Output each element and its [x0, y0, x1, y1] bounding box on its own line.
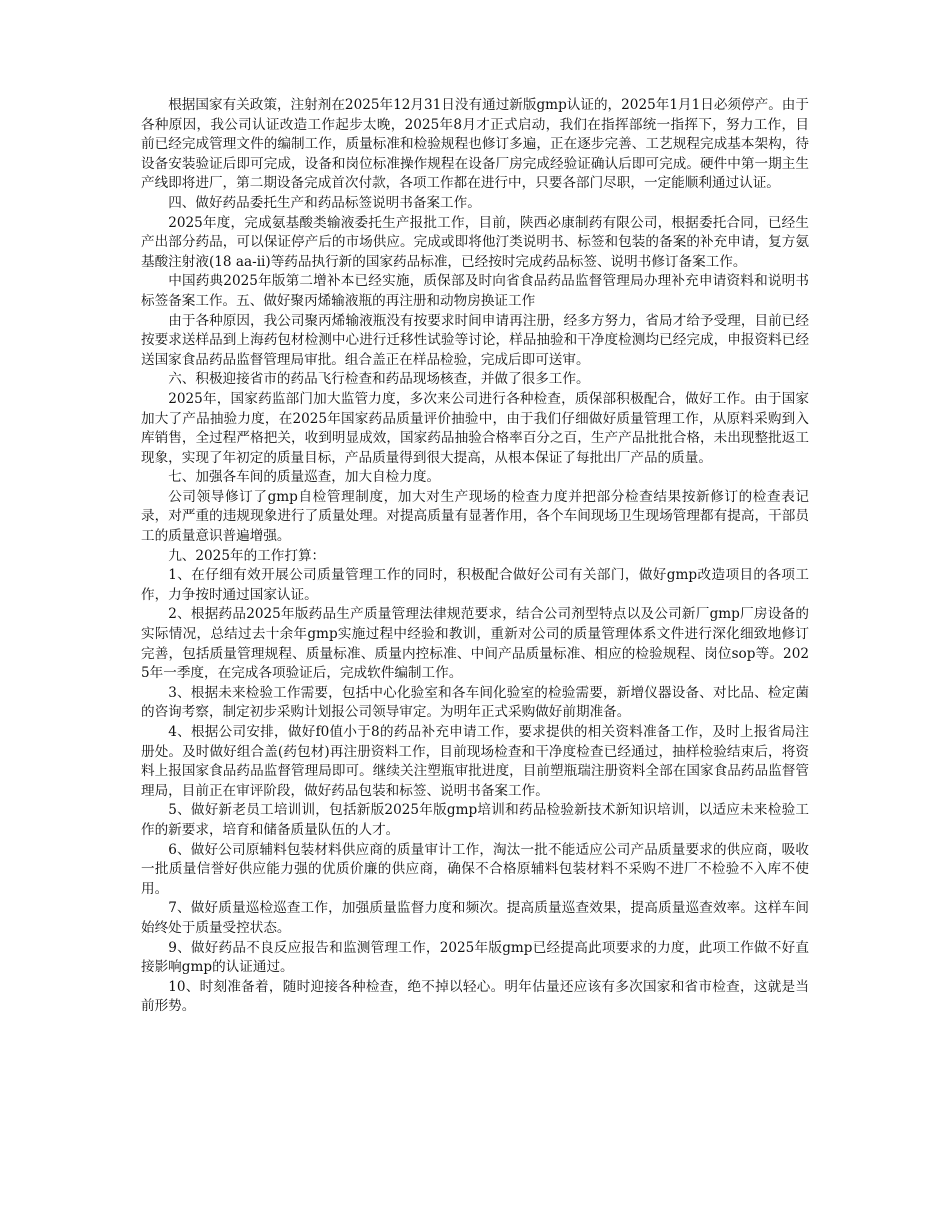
paragraph-polypropylene-bottle: 由于各种原因，我公司聚丙烯输液瓶没有按要求时间申请再注册，经多方努力，省局才给予受理，目前已经按要求送样品到上海药包材检测中心进行迁移性试验等讨论，样品抽验和干净度检测均已经完成，申报资料已经送国家食品药品监督管理局审批。组合盖正在样品检验，完成后即可送审。: [141, 312, 809, 368]
paragraph-plan-6: 6、做好公司原辅料包装材料供应商的质量审计工作，淘汰一批不能适应公司产品质量要求的供应商，吸收一批质量信誉好供应能力强的优质价廉的供应商，确保不合格原辅料包装材料不采购不进厂不检验不入库不使用。: [141, 841, 809, 897]
paragraph-heading-6: 六、积极迎接省市的药品飞行检查和药品现场核查，并做了很多工作。: [168, 371, 590, 388]
paragraph-heading-9: 九、2025年的工作打算：: [168, 547, 326, 564]
paragraph-plan-10: 10、时刻准备着，随时迎接各种检查，绝不掉以轻心。明年估量还应该有多次国家和省市检查，这就是当前形势。: [141, 978, 809, 1015]
paragraph-pharmacopoeia: 中国药典2025年版第二增补本已经实施，质保部及时向省食品药品监督管理局办理补充申请资料和说明书标签备案工作。五、做好聚丙烯输液瓶的再注册和动物房换证工作: [141, 273, 809, 309]
paragraph-plan-7: 7、做好质量巡检巡查工作，加强质量监督力度和频次。提高质量巡查效果，提高质量巡查效率。这样车间始终处于质量受控状态。: [141, 900, 809, 936]
paragraph-inspections: 2025年，国家药监部门加大监管力度，多次来公司进行各种检查，质保部积极配合，做好工作。由于国家加大了产品抽验力度，在2025年国家药品质量评价抽验中，由于我们仔细做好质量管理工作，从原料采购到入库销售，全过程严格把关，收到明显成效，国家药品抽验合格率百分之百，生产产品批批合格，未出现整批返工现象，实现了年初定的质量目标，产品质量得到很大提高，从根本保证了每批出厂产品的质量。: [141, 390, 809, 466]
paragraph-plan-1: 1、在仔细有效开展公司质量管理工作的同时，积极配合做好公司有关部门，做好gmp改造项目的各项工作，力争按时通过国家认证。: [141, 567, 809, 603]
paragraph-plan-3: 3、根据未来检验工作需要，包括中心化验室和各车间化验室的检验需要，新增仪器设备、对比品、检定菌的咨询考察，制定初步采购计划报公司领导审定。为明年正式采购做好前期准备。: [141, 684, 809, 721]
paragraph-plan-5: 5、做好新老员工培训训，包括新版2025年版gmp培训和药品检验新技术新知识培训，以适应未来检验工作的新要求，培育和储备质量队伍的人才。: [141, 802, 809, 838]
paragraph-plan-2: 2、根据药品2025年版药品生产质量管理法律规范要求，结合公司剂型特点以及公司新厂gmp厂房设备的实际情况，总结过去十余年gmp实施过程中经验和教训，重新对公司的质量管理体系文件进行深化细致地修订完善，包括质量管理规程、质量标准、质量内控标准、中间产品质量标准、相应的检验规程、岗位sop等。2025年一季度，在完成各项验证后，完成软件编制工作。: [141, 606, 809, 682]
paragraph-heading-7: 七、加强各车间的质量巡查，加大自检力度。: [168, 469, 441, 486]
paragraph-policy-intro: 根据国家有关政策，注射剂在2025年12月31日没有通过新版gmp认证的，2025年1月1日必须停产。由于各种原因，我公司认证改造工作起步太晚，2025年8月才正式启动，我们在指挥部统一指挥下，努力工作，目前已经完成管理文件的编制工作，质量标准和检验规程也修订多遍，正在逐步完善、工艺规程完成基本架构，待设备安装验证后即可完成，设备和岗位标准操作规程在设备厂房完成经验证确认后即可完成。硬件中第一期主生产线即将进厂，第二期设备完成首次付款，各项工作都在进行中，只要各部门尽职，一定能顺利通过认证。: [141, 97, 809, 192]
document-body: [141, 96, 809, 1017]
paragraph-commissioned-production: 2025年度，完成氨基酸类输液委托生产报批工作，目前，陕西必康制药有限公司，根据委托合同，已经生产出部分药品，可以保证停产后的市场供应。完成或即将他汀类说明书、标签和包装的备案的补充申请，复方氨基酸注射液(18 aa-ii)等药品执行新的国家药品标准，已经按时完成药品标签、说明书修订备案工作。: [141, 214, 809, 270]
paragraph-plan-9: 9、做好药品不良反应报告和监测管理工作，2025年版gmp已经提高此项要求的力度，此项工作做不好直接影响gmp的认证通过。: [141, 939, 809, 976]
paragraph-plan-4: 4、根据公司安排，做好f0值小于8的药品补充申请工作，要求提供的相关资料准备工作，及时上报省局注册处。及时做好组合盖(药包材)再注册资料工作，目前现场检查和干净度检查已经通过，抽样检验结束后，将资料上报国家食品药品监督管理局即可。继续关注塑瓶审批进度，目前塑瓶瑞注册资料全部在国家食品药品监督管理局，目前正在审评阶段，做好药品包装和标签、说明书备案工作。: [141, 724, 809, 799]
paragraph-heading-4: 四、做好药品委托生产和药品标签说明书备案工作。: [168, 194, 481, 211]
paragraph-self-inspection: 公司领导修订了gmp自检管理制度，加大对生产现场的检查力度并把部分检查结果按新修订的检查表记录，对严重的违规现象进行了质量处理。对提高质量有显著作用，各个车间现场卫生现场管理都有提高，干部员工的质量意识普遍增强。: [141, 488, 809, 545]
